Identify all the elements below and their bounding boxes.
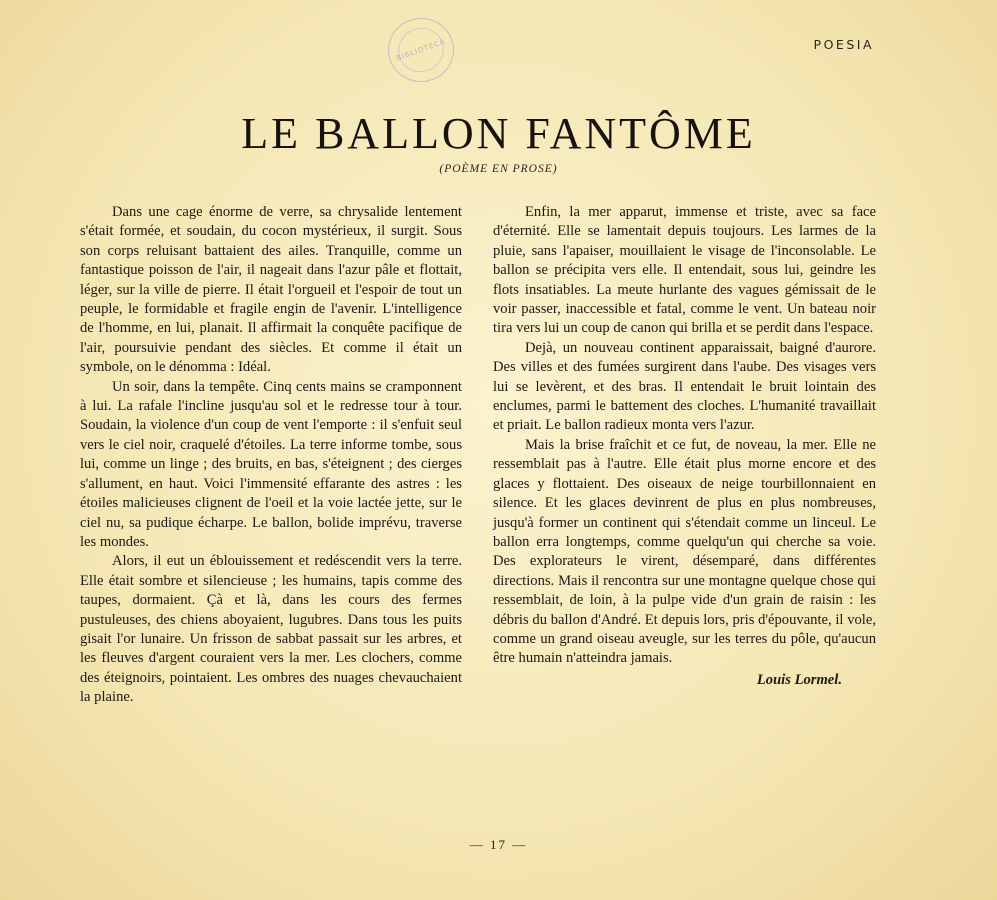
- poem-title: LE BALLON FANTÔME: [241, 109, 756, 158]
- paragraph-1: Dans une cage énorme de verre, sa chrysalide lentement s'était formée, et soudain, du cocon mystérieux, il surgit. Sous son corps reluisant battaient des ailes. Tranquille, comme un fantastique poisson de l'air, il nageait dans l'azur pâle et flottait, léger, sur la ville de pierre. Il était l'orgueil et l'espoir de tout un peuple, le formidable et fragile engin de l'avenir. L'intelligence de l'homme, en lui, planait. Il affirmait la conquête pacifique de l'air, poursuivie pendant des siècles. Et comme il était un symbole, on le dénomma : Idéal.: [80, 204, 462, 376]
- paragraph-5: Dejà, un nouveau continent apparaissait, baigné d'aurore. Des villes et des fumées surgirent dans l'aube. Des visages vers lui se levèrent, et des bras. Il entendait le bruit lointain des enclumes, parmi le battement des cloches. L'humanité travaillait et priait. Le ballon radieux monta vers l'azur.: [493, 339, 876, 434]
- paragraph-6: Mais la brise fraîchit et ce fut, de noveau, la mer. Elle ne ressemblait pas à l'autre. Elle était plus morne encore et des glaces y flottaient. Des oiseaux de neige tourbillonnaient en silence. Et les glaces devinrent de plus en plus nombreuses, jusqu'à former un continent qui s'étendait comme un linceul. Le ballon erra longtemps, comme quelqu'un qui cherche sa voie. Des explorateurs le virent, désemparé, dans différentes directions. Mais il rencontra sur une montagne quelque chose qui ressemblait, de loin, à la pulpe vide d'un grain de raisin : les débris du ballon d'André. Et depuis lors, pris d'épouvante, il vole, comme un grand oiseau aveugle, sur les terres du pôle, qu'aucun être humain n'atteindra jamais.: [493, 436, 876, 667]
- library-stamp: [388, 18, 454, 82]
- section-label: POESIA: [813, 37, 874, 52]
- page-number: — 17 —: [469, 837, 528, 852]
- right-column: [493, 203, 876, 690]
- paragraph-3: Alors, il eut un éblouissement et redéscendit vers la terre. Elle était sombre et silencieuse ; les humains, tapis comme des taupes, dormaient. Çà et là, dans les cours des fermes pustuleuses, des chiens aboyaient, lugubres. Dans tous les puits gisait l'or lunaire. Un frisson de sabbat passait sur les arbres, et les fleuves d'argent couraient vers la mer. Les clochers, comme des éteignoirs, pointaient. Les ombres des nuages chevauchaient la plaine.: [80, 553, 462, 706]
- poem-subtitle: (POÈME EN PROSE): [439, 163, 558, 175]
- library-stamp-text: BIBLIOTECA: [392, 21, 450, 78]
- left-column: [80, 203, 462, 708]
- author-signature: Louis Lormel.: [756, 671, 842, 688]
- paragraph-2: Un soir, dans la tempête. Cinq cents mains se cramponnent à lui. La rafale l'incline jusqu'au sol et le redresse tour à tour. Soudain, la violence d'un coup de vent l'emporte : il s'enfuit seul vers le ciel noir, craquelé d'étoiles. La terre informe tombe, sous lui, comme un linge ; des bruits, en bas, s'éteignent ; des cierges s'allument, en haut. Voici l'immensité effarante des astres : les étoiles malicieuses clignent de l'oeil et la voie lactée jette, sur le ciel nu, sa pudique écharpe. Le ballon, bolide imprévu, traverse les mondes.: [80, 378, 462, 550]
- paragraph-4: Enfin, la mer apparut, immense et triste, avec sa face d'éternité. Elle se lamentait depuis toujours. Les larmes de la pluie, sans l'apaiser, mouillaient le visage de l'inconsolable. Le ballon se précipita vers elle. Il entendait, sous lui, geindre les flots insatiables. La meute hurlante des vagues gémissait de le voir passer, inaccessible et fatal, comme le vent. Un bateau noir tira vers lui un coup de canon qui brilla et se perdit dans l'espace.: [493, 204, 876, 337]
